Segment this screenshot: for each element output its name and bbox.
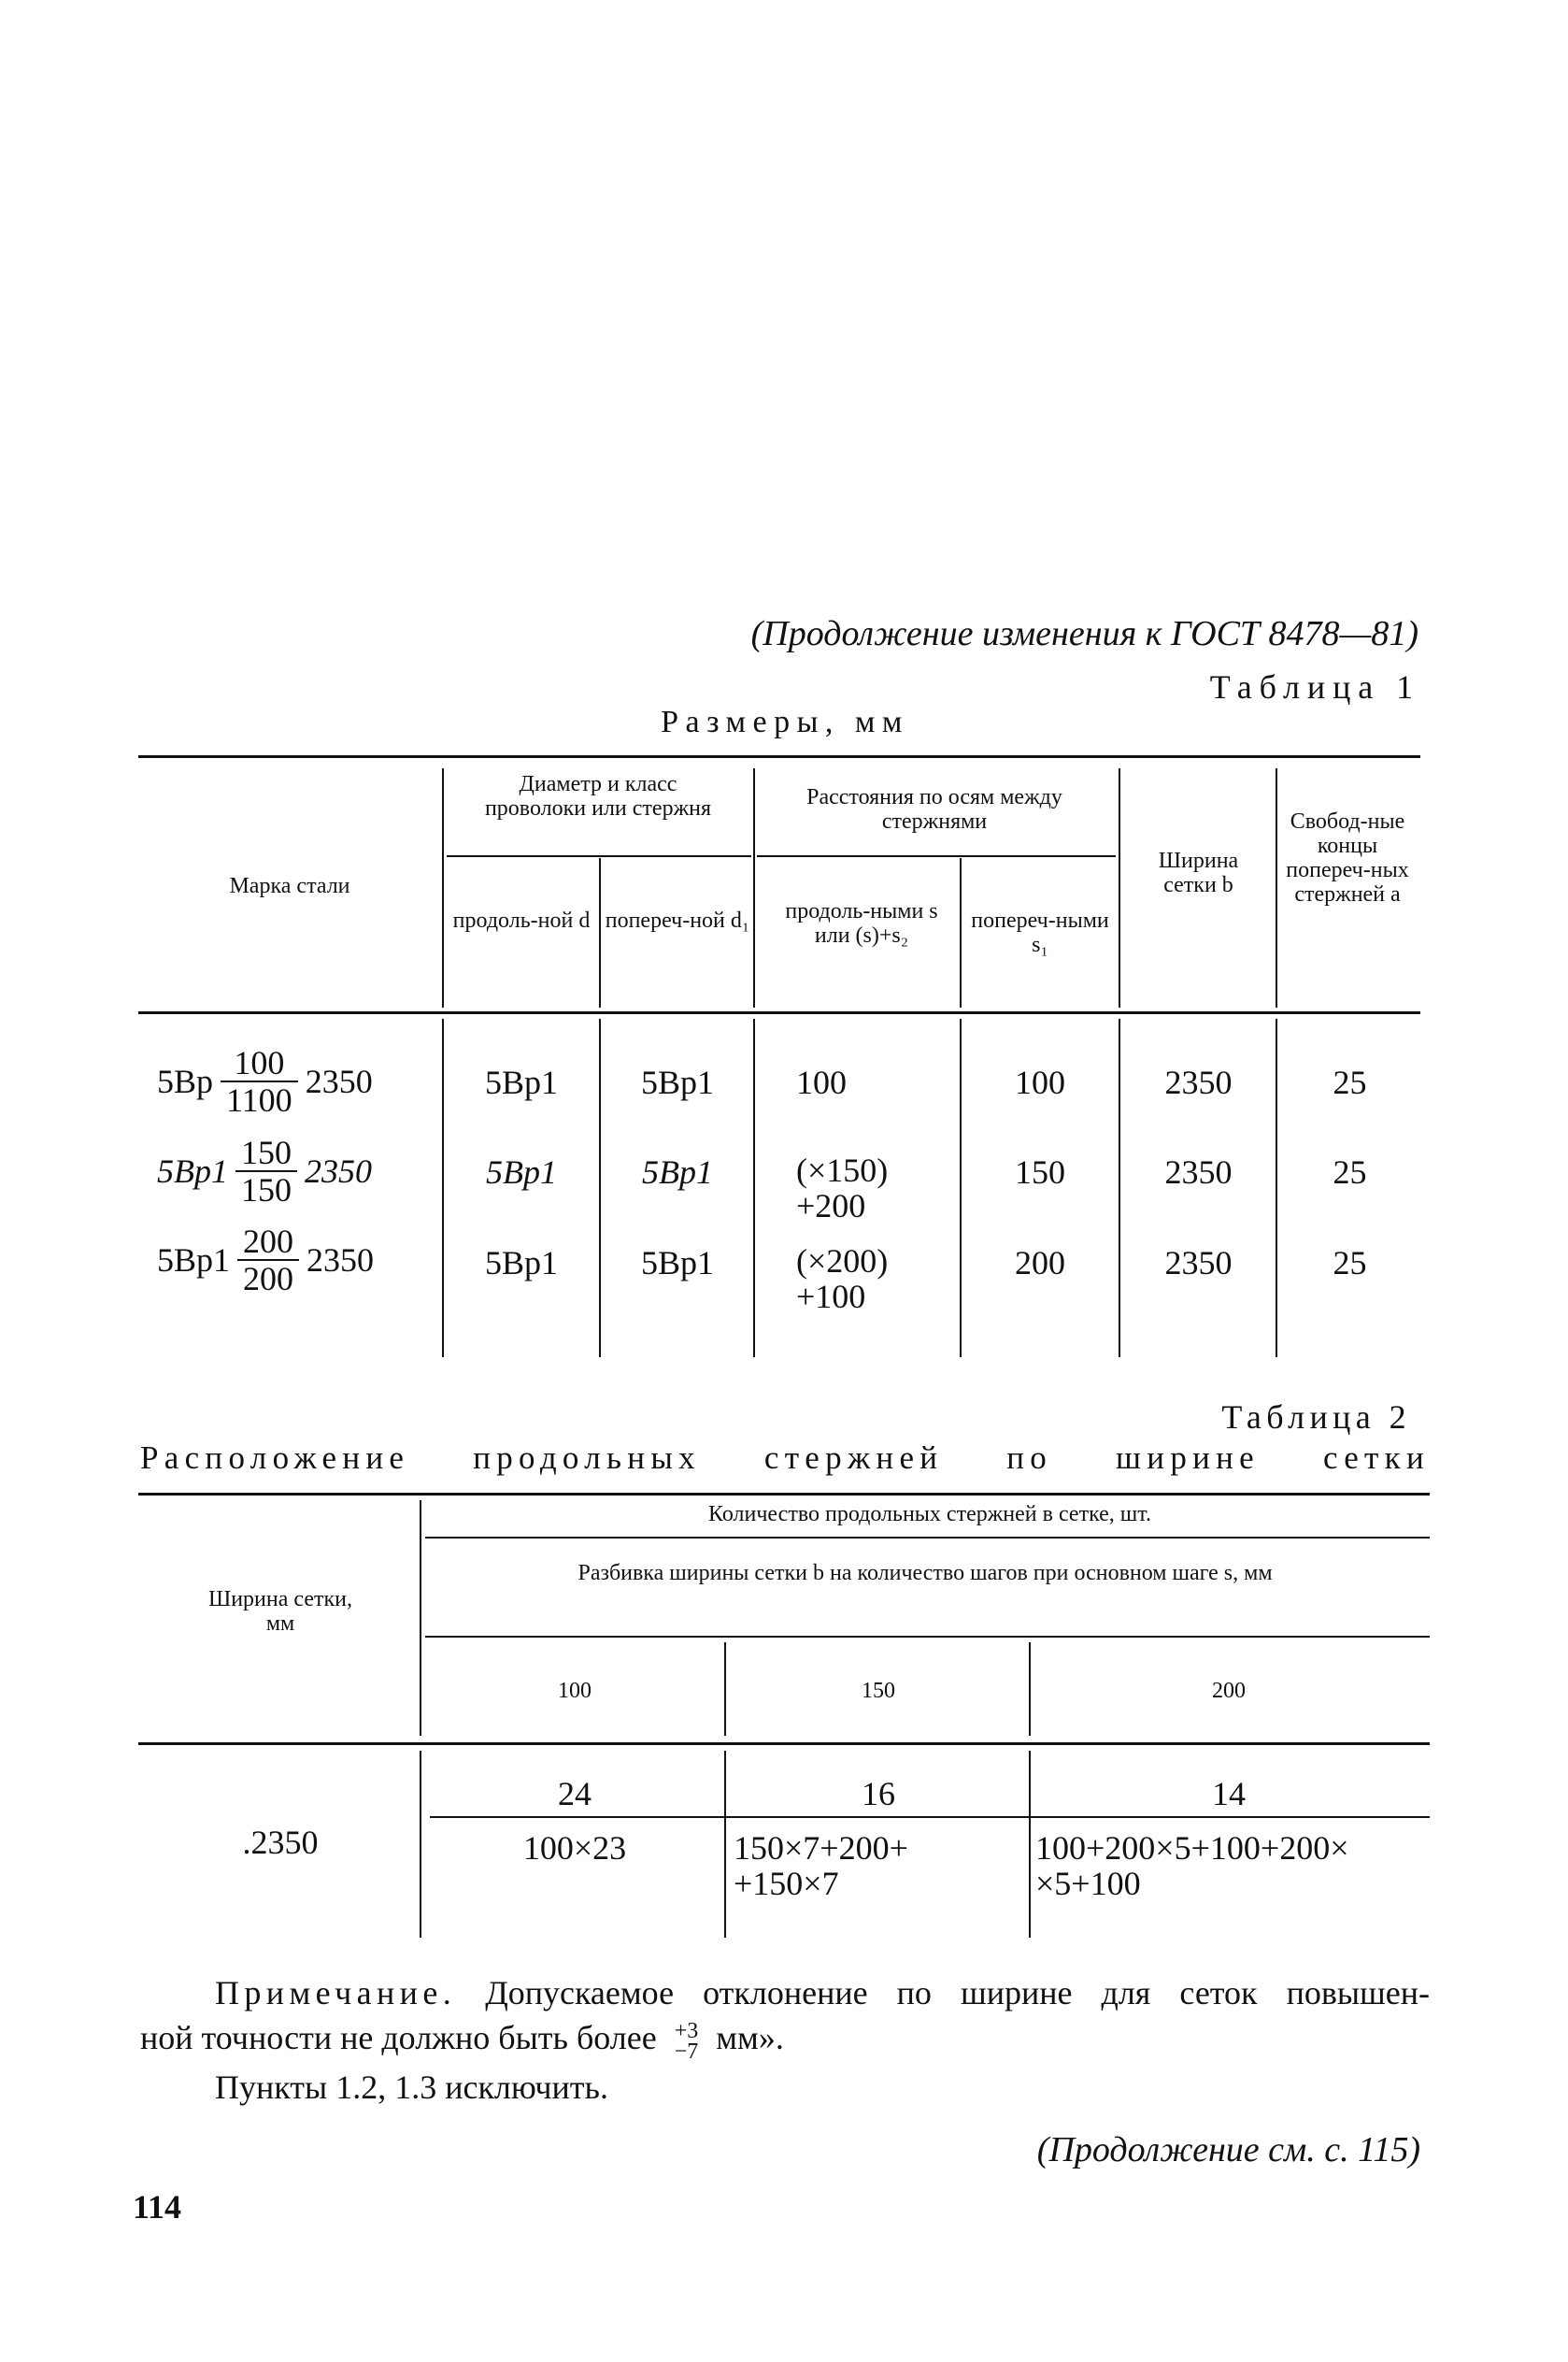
tolerance-plus: +3 — [674, 2018, 699, 2043]
t2-header-step-200: 200 — [1212, 1679, 1246, 1703]
cell-a: 25 — [1333, 1244, 1367, 1281]
t2-cell-width: .2350 — [242, 1824, 319, 1861]
header-steel-grade: Марка стали — [229, 874, 350, 898]
header-diam-long: продоль-ной d — [452, 909, 591, 933]
t2-cell-formula-100 — [425, 1830, 724, 1866]
continuation-header: (Продолжение изменения к ГОСТ 8478—81) — [750, 614, 1418, 653]
formula-line: 150×7+200+ — [734, 1829, 908, 1867]
header-spacing-cross: попереч-ными s₁ — [971, 909, 1109, 957]
cell-a: 25 — [1333, 1064, 1367, 1101]
cell-d: 5Вр1 — [484, 1064, 558, 1101]
points-excluded: Пункты 1.2, 1.3 исключить. — [215, 2069, 608, 2106]
cell-s1: 150 — [1015, 1153, 1065, 1191]
t2-cell-count-150: 16 — [862, 1775, 895, 1812]
cell-b: 2350 — [1164, 1064, 1233, 1101]
t2-cell-formula-150 — [734, 1830, 1025, 1901]
table2-label: Таблица 2 — [1221, 1398, 1411, 1436]
cell-d: 5Вр1 — [484, 1244, 558, 1281]
formula-line: +150×7 — [734, 1865, 839, 1902]
grade-denominator: 200 — [237, 1259, 299, 1296]
cell-s1: 200 — [1015, 1244, 1065, 1281]
header-spacing-long: продоль-ными s или (s)+s₂ — [785, 899, 938, 948]
tolerance — [674, 2018, 699, 2064]
cell-d1: 5Вр1 — [640, 1244, 714, 1281]
cell-s — [796, 1063, 955, 1102]
grade-prefix: 5Вр — [157, 1063, 214, 1100]
note-paragraph — [140, 1970, 1430, 2062]
cell-s-line2: +100 — [796, 1278, 866, 1315]
table-row-grade — [157, 1223, 374, 1297]
grade-fraction — [221, 1045, 298, 1118]
cell-s-line2: +200 — [796, 1187, 866, 1224]
table2-caption: Расположение продольных стержней по ширине сетки — [140, 1439, 1430, 1476]
grade-suffix: 2350 — [306, 1241, 375, 1279]
grade-numerator: 100 — [234, 1044, 285, 1081]
table-row-grade — [157, 1044, 373, 1119]
cell-s-line1: (×200) — [796, 1242, 889, 1280]
grade-denominator: 150 — [235, 1170, 297, 1208]
cell-s1: 100 — [1015, 1064, 1065, 1101]
grade-numerator: 150 — [241, 1134, 292, 1171]
cell-b: 2350 — [1164, 1244, 1233, 1281]
note-text-2b: мм». — [716, 2019, 784, 2056]
table1-label: Таблица 1 — [1209, 668, 1420, 706]
header-free-ends: Свобод-ные концы попереч-ных стержней a — [1286, 809, 1409, 907]
grade-denominator: 1100 — [221, 1081, 298, 1118]
note-label: Примечание. — [215, 1974, 457, 2011]
cell-d1: 5Вр1 — [640, 1064, 714, 1101]
t2-header-step-150: 150 — [862, 1679, 895, 1703]
table1-caption: Размеры, мм — [661, 705, 909, 739]
formula-line: 100+200×5+100+200× — [1035, 1829, 1349, 1867]
tolerance-minus: −7 — [674, 2039, 699, 2064]
table-row-grade — [157, 1134, 372, 1209]
t2-header-step-100: 100 — [558, 1679, 592, 1703]
cell-s-line1: (×150) — [796, 1152, 889, 1189]
formula-line: ×5+100 — [1035, 1865, 1141, 1902]
header-spacing-group: Расстояния по осям между стержнями — [806, 785, 1062, 834]
header-width: Ширина сетки b — [1158, 849, 1239, 897]
grade-fraction — [235, 1135, 297, 1208]
cell-s — [796, 1243, 955, 1314]
note-text-2a: ной точности не должно быть более — [140, 2019, 657, 2056]
cell-s — [796, 1152, 955, 1224]
cell-d: 5Вр1 — [486, 1153, 557, 1191]
formula-line: 100×23 — [522, 1829, 627, 1867]
cell-d1: 5Вр1 — [642, 1153, 713, 1191]
header-diameter-group: Диаметр и класс проволоки или стержня — [484, 772, 712, 821]
t2-cell-formula-200 — [1035, 1830, 1428, 1901]
t2-header-count-group: Количество продольных стержней в сетке, шт. — [708, 1502, 1151, 1526]
page-number: 114 — [133, 2188, 182, 2226]
t2-header-width: Ширина сетки, мм — [208, 1587, 352, 1636]
grade-suffix: 2350 — [305, 1152, 372, 1190]
grade-numerator: 200 — [243, 1223, 294, 1260]
grade-prefix: 5Вр1 — [157, 1241, 231, 1279]
header-diam-cross: попереч-ной d₁ — [605, 909, 750, 933]
t2-header-breakdown: Разбивка ширины сетки b на количество шагов при основном шаге s, мм — [577, 1561, 1273, 1585]
grade-suffix: 2350 — [305, 1063, 373, 1100]
t2-cell-count-200: 14 — [1212, 1775, 1246, 1812]
cell-s-line1: 100 — [796, 1064, 847, 1101]
cell-b: 2350 — [1164, 1153, 1233, 1191]
grade-prefix: 5Вр1 — [157, 1152, 228, 1190]
t2-cell-count-100: 24 — [558, 1775, 592, 1812]
cell-a: 25 — [1333, 1153, 1367, 1191]
continuation-footer: (Продолжение см. с. 115) — [1036, 2130, 1420, 2169]
note-text-1: Допускаемое отклонение по ширине для сеток повышен- — [485, 1974, 1431, 2011]
grade-fraction — [237, 1224, 299, 1296]
